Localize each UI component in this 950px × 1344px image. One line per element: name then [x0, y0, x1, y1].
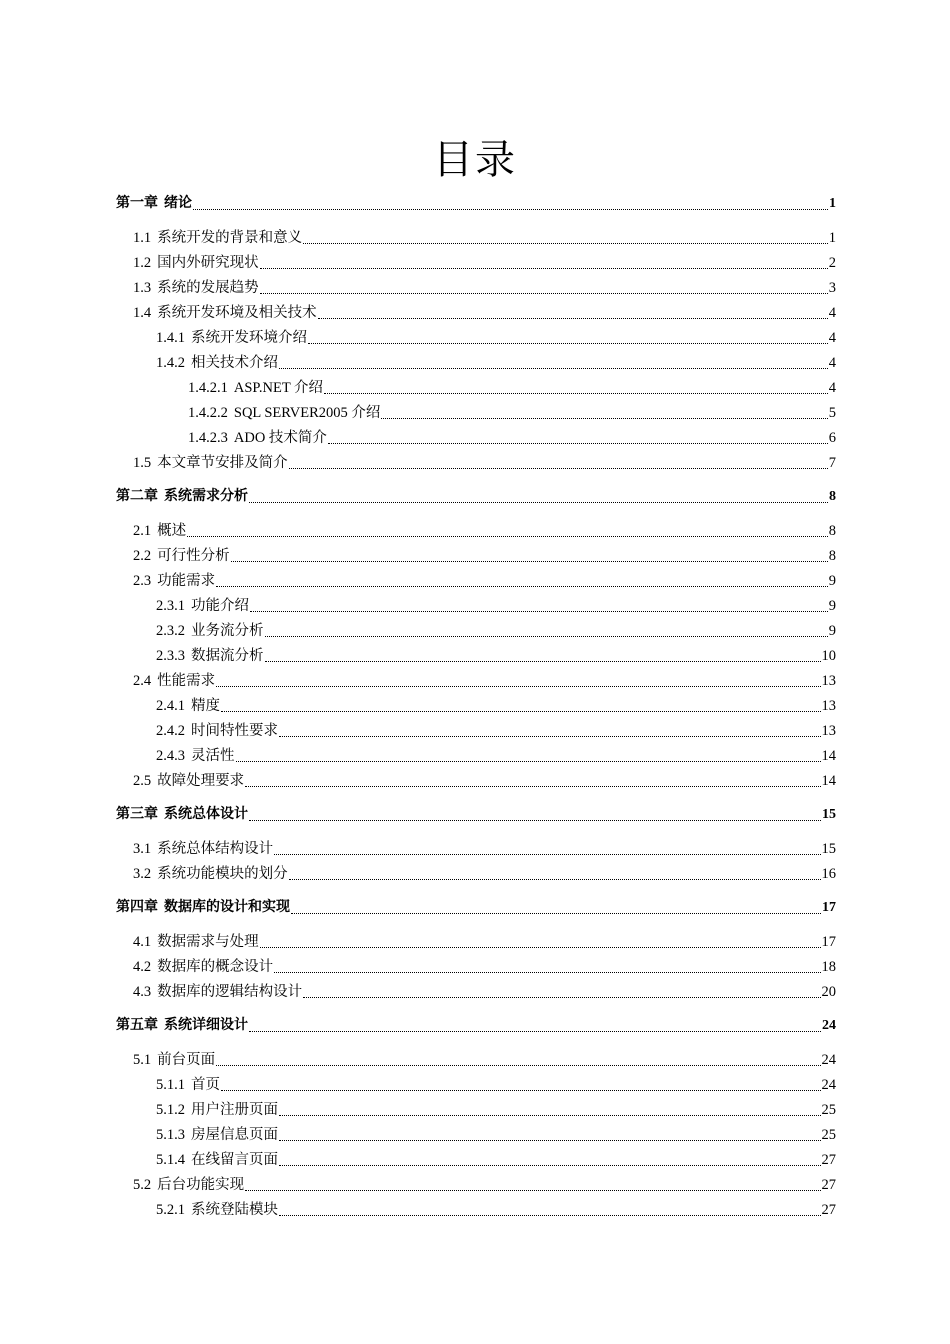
dot-leader — [245, 770, 820, 787]
toc-entry-number: 5.1.3 — [156, 1127, 185, 1143]
toc-entry-number: 2.3 — [133, 573, 152, 589]
toc-entry-number: 2.3.2 — [156, 623, 185, 639]
toc-page-number: 9 — [828, 598, 836, 614]
toc-page-number: 13 — [821, 723, 836, 739]
toc-entry-label — [156, 1125, 278, 1145]
toc-page-number: 5 — [828, 405, 836, 421]
toc-entry-number: 1.4.1 — [156, 330, 185, 346]
toc-page-number: 24 — [821, 1077, 836, 1093]
toc-page-number: 6 — [828, 430, 836, 446]
dot-leader — [303, 981, 820, 998]
toc-entry-number: 3.1 — [133, 841, 152, 857]
dot-leader — [279, 1099, 821, 1116]
dot-leader — [318, 302, 828, 319]
toc-entry[interactable] — [133, 1175, 836, 1195]
toc-entry-label — [116, 1016, 248, 1036]
toc-entry-label — [133, 546, 230, 566]
toc-page-number: 16 — [821, 866, 836, 882]
toc-entry[interactable] — [133, 771, 836, 791]
toc-entry-text: 用户注册页面 — [191, 1102, 278, 1118]
dot-leader — [187, 520, 828, 537]
dot-leader — [260, 931, 821, 948]
toc-entry-text: 可行性分析 — [157, 548, 230, 564]
toc-entry-label — [156, 746, 235, 766]
toc-entry-text: 后台功能实现 — [157, 1177, 245, 1193]
toc-entry-text: 性能需求 — [157, 673, 216, 689]
toc-entry-text: 本文章节安排及简介 — [157, 455, 288, 471]
toc-entry-text: 概述 — [157, 523, 187, 539]
toc-entry-label — [133, 253, 259, 273]
dot-leader — [381, 402, 827, 419]
toc-entry-label — [133, 278, 259, 298]
toc-entry[interactable] — [188, 378, 836, 398]
toc-page-number: 4 — [828, 305, 836, 321]
toc-page-number: 9 — [828, 623, 836, 639]
toc-entry-label — [116, 194, 192, 214]
toc-entry-number: 2.3.3 — [156, 648, 185, 664]
toc-entry-text: 相关技术介绍 — [191, 355, 278, 371]
toc-entry-label — [116, 805, 248, 825]
toc-entry[interactable] — [156, 646, 836, 666]
toc-entry-text: 在线留言页面 — [191, 1152, 278, 1168]
toc-entry-number: 2.4.3 — [156, 748, 185, 764]
toc-entry-number: 5.1 — [133, 1052, 152, 1068]
dot-leader — [260, 277, 828, 294]
toc-entry-number: 1.2 — [133, 255, 152, 271]
toc-entry-label — [188, 428, 327, 448]
toc-entry-number: 第一章 — [116, 196, 158, 211]
dot-leader — [279, 1199, 821, 1216]
toc-page-number: 7 — [828, 455, 836, 471]
toc-entry-label — [116, 898, 290, 918]
toc-entry[interactable] — [156, 328, 836, 348]
toc-page-number: 24 — [821, 1052, 836, 1068]
toc-entry-number: 1.4.2.2 — [188, 405, 228, 421]
toc-entry-label — [156, 696, 220, 716]
toc-entry-text: 数据流分析 — [191, 648, 264, 664]
toc-entry-label — [156, 721, 278, 741]
toc-page-number: 25 — [821, 1102, 836, 1118]
toc-entry-number: 2.4 — [133, 673, 152, 689]
toc-entry-label — [156, 1075, 220, 1095]
toc-page-number: 25 — [821, 1127, 836, 1143]
dot-leader — [249, 1015, 821, 1032]
toc-entry[interactable] — [133, 253, 836, 273]
toc-page-number: 14 — [821, 748, 836, 764]
toc-entry-text: ASP.NET 介绍 — [233, 380, 324, 396]
toc-page-number: 4 — [828, 380, 836, 396]
toc-chapter-entry[interactable] — [116, 1016, 836, 1036]
toc-entry-number: 1.3 — [133, 280, 152, 296]
toc-entry[interactable] — [156, 746, 836, 766]
toc-entry[interactable] — [133, 278, 836, 298]
toc-entry-number: 1.5 — [133, 455, 152, 471]
toc-entry-text: 系统登陆模块 — [191, 1202, 278, 1218]
toc-entry[interactable] — [133, 932, 836, 952]
toc-page-number: 20 — [821, 984, 836, 1000]
dot-leader — [250, 595, 828, 612]
dot-leader — [279, 1149, 821, 1166]
toc-entry-text: 系统开发环境介绍 — [191, 330, 307, 346]
toc-page-number: 10 — [821, 648, 836, 664]
toc-chapter-entry[interactable] — [116, 805, 836, 825]
toc-entry-text: 灵活性 — [191, 748, 235, 764]
dot-leader — [249, 486, 828, 503]
dot-leader — [328, 427, 828, 444]
toc-page-number: 24 — [822, 1018, 836, 1033]
toc-entry-label — [133, 453, 288, 473]
toc-page-number: 13 — [821, 698, 836, 714]
dot-leader — [260, 252, 828, 269]
toc-page-number: 4 — [828, 355, 836, 371]
toc-entry-label — [133, 1175, 244, 1195]
toc-entry-number: 1.1 — [133, 230, 152, 246]
dot-leader — [265, 620, 828, 637]
toc-entry-label — [156, 596, 249, 616]
toc-entry-text: 首页 — [191, 1077, 220, 1093]
toc-entry[interactable] — [133, 839, 836, 859]
toc-entry-text: 系统需求分析 — [164, 489, 248, 504]
toc-entry[interactable] — [156, 1150, 836, 1170]
toc-entry[interactable] — [156, 353, 836, 373]
toc-page-number: 27 — [821, 1202, 836, 1218]
toc-entry[interactable] — [156, 621, 836, 641]
dot-leader — [193, 193, 828, 210]
toc-page-number: 14 — [821, 773, 836, 789]
toc-entry-text: 数据库的逻辑结构设计 — [157, 984, 303, 1000]
toc-entry[interactable] — [188, 428, 836, 448]
toc-page-number: 15 — [821, 841, 836, 857]
toc-entry-label — [133, 671, 215, 691]
toc-entry-text: SQL SERVER2005 介绍 — [233, 405, 381, 421]
dot-leader — [274, 956, 820, 973]
toc-entry-label — [133, 982, 302, 1002]
toc-entry-text: 功能介绍 — [191, 598, 249, 614]
toc-entry-number: 1.4 — [133, 305, 152, 321]
dot-leader — [291, 897, 821, 914]
dot-leader — [236, 745, 821, 762]
toc-entry-label — [156, 646, 264, 666]
dot-leader — [303, 227, 828, 244]
toc-entry-label — [156, 1150, 278, 1170]
toc-entry-text: 系统总体结构设计 — [157, 841, 274, 857]
toc-entry-label — [133, 1050, 215, 1070]
toc-page-number: 2 — [828, 255, 836, 271]
toc-entry-number: 4.2 — [133, 959, 152, 975]
toc-page-number: 9 — [828, 573, 836, 589]
toc-entry-number: 4.1 — [133, 934, 152, 950]
toc-entry-number: 5.2 — [133, 1177, 152, 1193]
dot-leader — [279, 352, 828, 369]
toc-page-number: 8 — [829, 489, 836, 504]
toc-page-number: 27 — [821, 1152, 836, 1168]
toc-entry-label — [133, 839, 273, 859]
toc-entry[interactable] — [156, 696, 836, 716]
dot-leader — [221, 1074, 821, 1091]
toc-title: 目录 — [433, 137, 517, 183]
toc-entry[interactable] — [156, 721, 836, 741]
toc-entry-number: 2.2 — [133, 548, 152, 564]
toc-entry[interactable] — [133, 671, 836, 691]
toc-entry-text: 系统详细设计 — [164, 1018, 248, 1033]
toc-page-number: 17 — [822, 900, 836, 915]
toc-entry-label — [156, 1100, 278, 1120]
toc-entry-label — [133, 957, 273, 977]
toc-entry-number: 3.2 — [133, 866, 152, 882]
toc-entry-number: 第四章 — [116, 900, 158, 915]
toc-entry-text: 绪论 — [164, 196, 192, 211]
toc-entry-label — [156, 621, 264, 641]
toc-page-number: 8 — [828, 548, 836, 564]
toc-entry[interactable] — [133, 453, 836, 473]
toc-chapter-entry[interactable] — [116, 487, 836, 507]
dot-leader — [279, 720, 821, 737]
toc-entry-label — [133, 932, 259, 952]
toc-entry-label — [133, 571, 215, 591]
toc-entry-number: 5.2.1 — [156, 1202, 185, 1218]
toc-entry-number: 2.4.1 — [156, 698, 185, 714]
toc-page-number: 18 — [821, 959, 836, 975]
toc-entry-text: 数据库的设计和实现 — [164, 900, 290, 915]
toc-entry-label — [156, 353, 278, 373]
toc-entry-text: 功能需求 — [157, 573, 216, 589]
toc-entry-text: 业务流分析 — [191, 623, 264, 639]
toc-page-number: 1 — [829, 196, 836, 211]
toc-entry-text: ADO 技术简介 — [233, 430, 327, 446]
toc-page-number: 8 — [828, 523, 836, 539]
dot-leader — [308, 327, 828, 344]
toc-entry[interactable] — [133, 864, 836, 884]
toc-entry-text: 系统的发展趋势 — [157, 280, 259, 296]
toc-entry[interactable] — [133, 571, 836, 591]
toc-entry-label — [188, 403, 380, 423]
toc-entry-number: 第二章 — [116, 489, 158, 504]
toc-entry-number: 5.1.2 — [156, 1102, 185, 1118]
toc-page-number: 13 — [821, 673, 836, 689]
toc-entry-text: 房屋信息页面 — [191, 1127, 278, 1143]
toc-entry-number: 5.1.1 — [156, 1077, 185, 1093]
toc-entry-text: 系统开发的背景和意义 — [157, 230, 303, 246]
toc-entry-text: 数据需求与处理 — [157, 934, 259, 950]
toc-entry-text: 时间特性要求 — [191, 723, 278, 739]
toc-entry-number: 2.5 — [133, 773, 152, 789]
toc-page-number: 4 — [828, 330, 836, 346]
dot-leader — [274, 838, 820, 855]
toc-entry-label — [133, 521, 186, 541]
dot-leader — [279, 1124, 821, 1141]
toc-entry-text: 数据库的概念设计 — [157, 959, 274, 975]
toc-entry[interactable] — [156, 1100, 836, 1120]
toc-entry-number: 4.3 — [133, 984, 152, 1000]
toc-entry[interactable] — [133, 521, 836, 541]
toc-entry-text: 故障处理要求 — [157, 773, 245, 789]
toc-entry-text: 精度 — [191, 698, 220, 714]
toc-entry-label — [188, 378, 323, 398]
toc-entry-label — [156, 328, 307, 348]
dot-leader — [231, 545, 828, 562]
toc-entry-number: 第五章 — [116, 1018, 158, 1033]
dot-leader — [216, 570, 828, 587]
dot-leader — [289, 452, 828, 469]
dot-leader — [324, 377, 828, 394]
dot-leader — [216, 1049, 820, 1066]
toc-page-number: 1 — [828, 230, 836, 246]
toc-entry[interactable] — [133, 1050, 836, 1070]
toc-entry-label — [133, 228, 302, 248]
toc-entry-number: 5.1.4 — [156, 1152, 185, 1168]
toc-entry[interactable] — [133, 303, 836, 323]
toc-entry[interactable] — [133, 228, 836, 248]
toc-entry[interactable] — [156, 1075, 836, 1095]
toc-entry-label — [133, 771, 244, 791]
toc-entry[interactable] — [133, 546, 836, 566]
toc-entry[interactable] — [156, 596, 836, 616]
toc-entry[interactable] — [133, 982, 836, 1002]
dot-leader — [249, 804, 821, 821]
dot-leader — [289, 863, 821, 880]
dot-leader — [245, 1174, 820, 1191]
toc-entry-number: 1.4.2.3 — [188, 430, 228, 446]
toc-page-number: 15 — [822, 807, 836, 822]
toc-entry-number: 1.4.2 — [156, 355, 185, 371]
toc-entry[interactable] — [156, 1125, 836, 1145]
toc-entry-text: 国内外研究现状 — [157, 255, 259, 271]
toc-page-number: 3 — [828, 280, 836, 296]
toc-entry[interactable] — [156, 1200, 836, 1220]
toc-entry-text: 系统总体设计 — [164, 807, 248, 822]
toc-entry-number: 2.4.2 — [156, 723, 185, 739]
dot-leader — [216, 670, 820, 687]
toc-entry-number: 2.3.1 — [156, 598, 185, 614]
toc-entry-number: 1.4.2.1 — [188, 380, 228, 396]
toc-chapter-entry[interactable] — [116, 898, 836, 918]
toc-entry-label — [133, 864, 288, 884]
toc-chapter-entry[interactable] — [116, 194, 836, 214]
toc-page-number: 27 — [821, 1177, 836, 1193]
toc-entry[interactable] — [133, 957, 836, 977]
toc-entry-text: 系统功能模块的划分 — [157, 866, 288, 882]
toc-entry-number: 2.1 — [133, 523, 152, 539]
toc-page-number: 17 — [821, 934, 836, 950]
dot-leader — [221, 695, 821, 712]
toc-entry-label — [133, 303, 317, 323]
toc-entry-number: 第三章 — [116, 807, 158, 822]
dot-leader — [265, 645, 821, 662]
toc-entry-label — [116, 487, 248, 507]
toc-entry-text: 前台页面 — [157, 1052, 216, 1068]
toc-entry-label — [156, 1200, 278, 1220]
toc-entry[interactable] — [188, 403, 836, 423]
toc-entry-text: 系统开发环境及相关技术 — [157, 305, 317, 321]
